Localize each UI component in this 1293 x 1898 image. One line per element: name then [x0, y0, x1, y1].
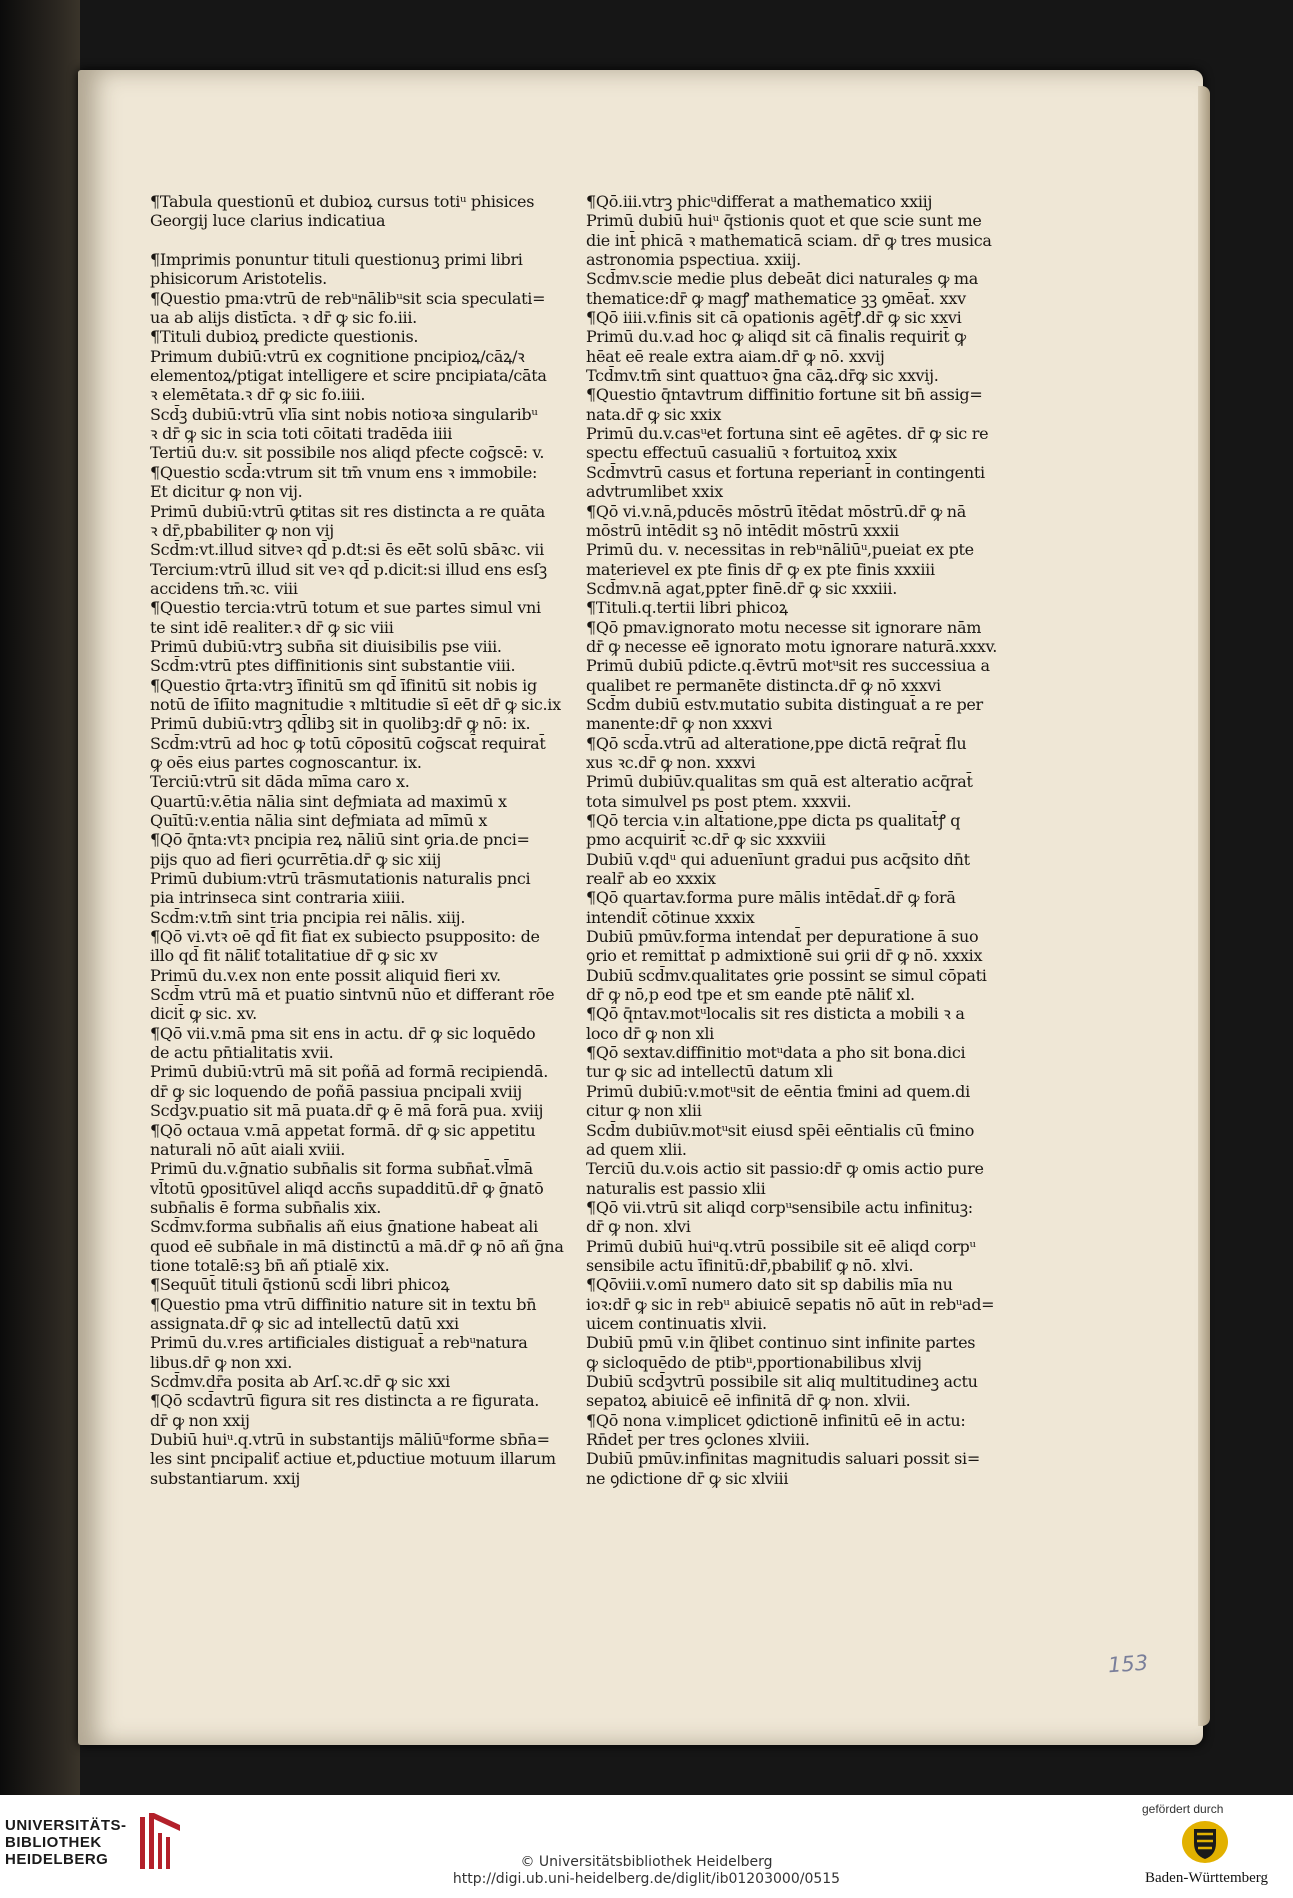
left-column-text-line: ¶Qō octaua v.mā appetat formā. dr̄ ꝙ sic appetitu: [150, 1120, 536, 1140]
sponsor-name[interactable]: Baden-Württemberg: [1145, 1870, 1269, 1886]
right-column-text-line: mōstrū intēdit sꝫ nō intēdit mōstrū xxxii: [586, 520, 899, 540]
left-column-text-line: Primū du.v.ex non ente possit aliquid fieri xv.: [150, 965, 501, 985]
baden-wuerttemberg-crest-icon[interactable]: [1180, 1819, 1230, 1865]
left-column-text-line: notū de īfīito magnitudie ꝛ mltitudie sī eēt dr̄ ꝙ sic.ix: [150, 694, 561, 714]
right-column-text-line: Dubiū pmūv.forma intendat̄ per depuratione ā suo: [586, 927, 979, 947]
left-column-text-line: Primum dubiū:vtrū ex cognitione pncipioꝝ/cāꝝ/ꝛ: [150, 346, 525, 366]
right-column-text-line: qualibet re permanēte distincta.dr̄ ꝙ nō xxxvi: [586, 675, 941, 695]
book-spine: [0, 0, 80, 1795]
right-column-text-line: dr̄ ꝙ necesse eē̄ ignorato motu ignorare naturā.xxxv.: [586, 636, 998, 656]
left-column-text-line: Quītū:v.entia nālia sint deƒmiata ad mīmū x: [150, 811, 488, 830]
page-edge: [1198, 86, 1210, 1726]
right-column-text-line: Primū du.v.casᵘet fortuna sint eē agētes. dr̄ ꝙ sic re: [586, 424, 989, 444]
left-column-text-line: Scd̄m:vtrū ptes diffinitionis sint substantie viii.: [150, 656, 516, 676]
right-column-text-line: Dubiū pmū v.in q̄libet continuo sint infinite partes: [586, 1333, 976, 1353]
right-column-text-line: Primū du. v. necessitas in rebᵘnāliūᵘ,pueiat ex pte: [586, 540, 974, 560]
left-column-text-line: Et dicitur ꝙ non vij.: [150, 482, 303, 502]
left-column-text-line: ꝛ elemētata.ꝛ dr̄ ꝙ sic fo.iiii.: [150, 385, 366, 405]
right-column-text-line: Rn̄det̄ per tres ꝯclones xlviii.: [586, 1430, 810, 1449]
right-column-text-line: tur ꝙ sic ad intellectū datum xli: [586, 1062, 833, 1082]
right-column-text-line: ¶Qō pmav.ignorato motu necesse sit ignorare nām: [586, 617, 982, 637]
right-column-text-line: sepatoꝝ abiuicē eē infinitā dr̄ ꝙ non. xlvii.: [586, 1391, 911, 1411]
left-column-text-line: de actu pn̄tialitatis xvii.: [150, 1043, 334, 1063]
right-column-text-line: spectu effectuū casualiū ꝛ fortuitoꝝ xxix: [586, 443, 897, 463]
left-column-text-line: ¶Qō vi.vtꝛ oē qd̄ fit fiat ex subiecto psupposito: de: [150, 927, 540, 947]
right-column-text-line: citur ꝙ non xlii: [586, 1101, 702, 1121]
copyright-text: © Universitätsbibliothek Heidelberg: [520, 1854, 773, 1870]
right-column-text-line: ꝯrio et remittat̄ p admixtionē sui ꝯrii dr̄ ꝙ nō. xxxix: [586, 946, 983, 966]
left-column-text-line: Scd̄ꝫ dubiū:vtrū vlīa sint nobis notioꝛa singularibᵘ: [150, 404, 538, 424]
right-column-text-line: Primū dubiū huiᵘ q̄stionis quot et que scie sunt me: [586, 211, 982, 231]
right-column-text-line: Terciū du.v.ois actio sit passio:dr̄ ꝙ omis actio pure: [586, 1159, 984, 1179]
right-column-text-line: Primū du.v.ad hoc ꝙ aliqd sit cā finalis requirit̄ ꝙ: [586, 327, 966, 347]
right-column-text-line: pmo acquirit̄ ꝛc.dr̄ ꝙ sic xxxviii: [586, 830, 826, 850]
right-column-text-line: ¶Qō.iii.vtrꝫ phicᵘdifferat a mathematico xxiij: [586, 192, 933, 211]
left-column-text-line: Scd̄m:vtrū ad hoc ꝙ totū cōpositū coḡscat̄ requirat̄: [150, 733, 546, 753]
left-column-text-line: quod eē subn̄ale in mā distinctū a mā.dr̄ ꝙ nō añ ḡna: [150, 1236, 564, 1256]
right-column-text-line: dr̄ ꝙ nō,p eod tpe et sm eande ptē nāliƭ xl.: [586, 985, 915, 1005]
left-column-text-line: phisicorum Aristotelis.: [150, 269, 327, 289]
left-column-text-line: Scd̄ꝫv.puatio sit mā puata.dr̄ ꝙ ē mā forā pua. xviij: [150, 1101, 544, 1121]
right-column-text-line: hēat eē reale extra aiam.dr̄ ꝙ nō. xxvij: [586, 346, 885, 366]
left-column-text-line: Primū dubiū:vtrū mā sit poñā ad formā recipiendā.: [150, 1062, 549, 1082]
right-column-text-line: Dubiū scd̄mv.qualitates ꝯrie possint se simul cōpati: [586, 965, 987, 985]
left-column-text-line: Tercium:vtrū illud sit veꝛ qd̄ p.dicit:si illud ens esſꝫ: [150, 559, 547, 579]
right-column-text-line: sensibile actu īfinitū:dr̄,pbabiliƭ ꝙ nō. xlvi.: [586, 1255, 914, 1275]
left-column-text-line: ¶Tabula questionū et dubioꝝ cursus totiᵘ phisices: [150, 192, 535, 211]
left-column-text-line: Terciū:vtrū sit dāda mīma caro x.: [150, 772, 410, 792]
right-text-column: [586, 192, 1018, 1488]
right-column-text-line: Primū dubiūv.qualitas sm quā est alteratio acq̄rat̄: [586, 772, 973, 792]
left-column-text-line: te sint idē realiter.ꝛ dr̄ ꝙ sic viii: [150, 617, 394, 637]
left-column-text-line: Scd̄m:vt.illud sitveꝛ qd̄ p.dt:si ēs eē̄t solū sbāꝛc. vii: [150, 540, 544, 560]
right-column-text-line: Scd̄mvtrū casus et fortuna reperiant̄ in contingenti: [586, 462, 985, 482]
left-column-text-line: ¶Sequūt̄ tituli q̄stionū scd̄i libri phicoꝝ: [150, 1275, 450, 1295]
right-column-text-line: Tcd̄mv.tm̄ sint quattuoꝛ ḡna cāꝝ.dr̄ꝙ sic xxvij.: [586, 366, 939, 386]
right-column-text-line: ¶Qō nona v.implicet ꝯdictionē infinitū eē in actu:: [586, 1410, 966, 1430]
left-column-text-line: vl̄totū ꝯpositūvel aliqd accn̄s supadditū.dr̄ ꝙ ḡnatō: [150, 1178, 544, 1198]
right-column-text-line: Scd̄mv.scie medie plus debeāt dici naturales ꝙ ma: [586, 269, 978, 289]
folio-number: 153: [1107, 1650, 1149, 1678]
left-column-text-line: elementoꝝ/ptigat intelligere et scire pncipiata/cāta: [150, 366, 547, 386]
left-column-text-line: ua ab alijs distīcta. ꝛ dr̄ ꝙ sic fo.iii.: [150, 308, 417, 328]
right-column-text-line: uicem continuatis xlvii.: [586, 1313, 767, 1333]
right-column-text-line: astronomia pspectiua. xxiij.: [586, 250, 801, 270]
left-column-text-line: ¶Questio tercia:vtrū totum et sue partes simul vni: [150, 598, 541, 618]
left-column-text-line: ¶Qō scd̄avtrū figura sit res distincta a re figurata.: [150, 1391, 540, 1411]
left-column-text-line: ꝙ oēs eius partes cognoscantur. ix.: [150, 752, 422, 772]
left-column-text-line: Georgij luce clarius indicatiua: [150, 211, 386, 231]
right-column-text-line: intendit̄ cōtinue xxxix: [586, 907, 755, 927]
permalink-url[interactable]: http://digi.ub.uni-heidelberg.de/diglit/ib01203000/0515: [452, 1871, 841, 1887]
left-column-text-line: ¶Questio q̄rta:vtrꝫ īfinitū sm qd̄ īfinitū sit nobis ig: [150, 675, 537, 695]
left-column-text-line: Scd̄mv.forma subn̄alis añ eius ḡnatione habeat ali: [150, 1217, 538, 1237]
left-text-column: [150, 192, 564, 1488]
left-column-text-line: Scd̄m vtrū mā et puatio sintvnū nūo et differant rōe: [150, 985, 555, 1005]
right-column-text-line: Scd̄m dubiū estv.mutatio subita distinguat̄ a re per: [586, 694, 983, 714]
left-column-text-line: [150, 231, 564, 250]
right-column-text-line: ioꝛ:dr̄ ꝙ sic in rebᵘ abiuicē sepatis nō aūt in rebᵘad=: [586, 1294, 995, 1314]
right-column-text-line: loco dr̄ ꝙ non xli: [586, 1023, 714, 1043]
left-column-text-line: ¶Questio pma:vtrū de rebᵘnālibᵘsit scia speculati=: [150, 288, 546, 308]
right-column-text-line: tota simulvel ps post ptem. xxxvii.: [586, 791, 852, 811]
left-column-text-line: Primū dubiū:vtrꝫ subn̄a sit diuisibilis pse viii.: [150, 636, 502, 656]
right-column-text-line: Primū dubiū:v.motᵘsit de eēntia ƭmini ad quem.di: [586, 1081, 970, 1101]
right-column-text-line: dr̄ ꝙ non. xlvi: [586, 1217, 691, 1237]
left-column-text-line: Primū du.v.ḡnatio subn̄alis sit forma subn̄at̄.vl̄mā: [150, 1159, 533, 1179]
left-column-text-line: pia intrinseca sint contraria xiiii.: [150, 888, 406, 908]
left-column-text-line: Tertiū du:v. sit possibile nos aliqd pfecte coḡscē: v.: [150, 443, 545, 463]
left-column-text-line: libus.dr̄ ꝙ non xxi.: [150, 1352, 293, 1372]
right-column-text-line: ¶Qōviii.v.omī numero dato sit sp dabilis mīa nu: [586, 1275, 953, 1295]
left-column-text-line: subn̄alis ē forma subn̄alis xix.: [150, 1197, 382, 1217]
library-name-line3: HEIDELBERG: [5, 1851, 109, 1868]
library-name-line2: BIBLIOTHEK: [5, 1834, 102, 1851]
right-column-text-line: ¶Qō scd̄a.vtrū ad alteratione,ppe dictā req̄rat̄ flu: [586, 733, 967, 753]
left-column-text-line: Quartū:v.ētia nālia sint deƒmiata ad maximū x: [150, 791, 507, 811]
sponsor-label: gefördert durch: [1142, 1802, 1224, 1816]
right-column-text-line: xus ꝛc.dr̄ ꝙ non. xxxvi: [586, 752, 756, 772]
left-column-text-line: tione totalē:sꝫ bn̄ añ ptialē xix.: [150, 1255, 390, 1275]
left-column-text-line: Dubiū huiᵘ.q.vtrū in substantijs māliūᵘforme sbn̄a=: [150, 1430, 550, 1449]
left-column-text-line: assignata.dr̄ ꝙ sic ad intellectū datū xxi: [150, 1313, 459, 1333]
right-column-text-line: advtrumlibet xxix: [586, 482, 723, 502]
left-column-text-line: illo qd̄ fit nāliƭ totalitatiue dr̄ ꝙ sic xv: [150, 946, 438, 966]
left-column-text-line: Primū dubium:vtrū trāsmutationis naturalis pnci: [150, 869, 531, 889]
right-column-text-line: Scd̄m dubiūv.motᵘsit eiusd spēi eēntialis cū ƭmino: [586, 1120, 975, 1140]
right-column-text-line: manente:dr̄ ꝙ non xxxvi: [586, 714, 773, 734]
left-column-text-line: pijs quo ad fieri ꝯcurrētia.dr̄ ꝙ sic xiij: [150, 849, 442, 869]
right-column-text-line: realr̄ ab eo xxxix: [586, 869, 716, 889]
left-column-text-line: les sint pncipaliƭ actiue et,pductiue motuum illarum: [150, 1449, 556, 1469]
left-column-text-line: ꝛ dr̄,pbabiliter ꝙ non vij: [150, 520, 334, 540]
right-column-text-line: ¶Qō vii.vtrū sit aliqd corpᵘsensibile actu infinituꝫ:: [586, 1197, 973, 1217]
right-column-text-line: Dubiū scd̄ꝫvtrū possibile sit aliq multitudineꝫ actu: [586, 1371, 978, 1391]
right-column-text-line: ¶Qō iiii.v.finis sit cā opationis agēt̄ꝭ.dr̄ ꝙ sic xxvi: [586, 308, 962, 328]
right-column-text-line: ¶Qō tercia v.in alt̄atione,ppe dicta ps qualitat̄ꝭ q: [586, 811, 961, 830]
left-column-text-line: Primū du.v.res artificiales distiguat̄ a rebᵘnatura: [150, 1333, 528, 1353]
left-column-text-line: Scd̄mv.dr̄a posita ab Arſ.ꝛc.dr̄ ꝙ sic xxi: [150, 1371, 450, 1391]
right-column-text-line: ne ꝯdictione dr̄ ꝙ sic xlviii: [586, 1468, 789, 1488]
left-column-text-line: ¶Imprimis ponuntur tituli questionuꝫ primi libri: [150, 250, 523, 270]
right-column-text-line: ¶Questio q̄ntavtrum diffinitio fortune sit bn̄ assig=: [586, 385, 983, 405]
left-column-text-line: dicit̄ ꝙ sic. xv.: [150, 1004, 257, 1024]
right-column-text-line: ꝙ sicloquēdo de ptibᵘ,pportionabilibus xlvij: [586, 1352, 922, 1372]
right-column-text-line: ad quem xlii.: [586, 1139, 687, 1159]
right-column-text-line: materievel ex pte finis dr̄ ꝙ ex pte finis xxxiii: [586, 559, 935, 579]
library-name-line1: UNIVERSITÄTS-: [5, 1817, 127, 1834]
left-column-text-line: ¶Tituli dubioꝝ predicte questionis.: [150, 327, 419, 347]
left-column-text-line: accidens tm̄.ꝛc. viii: [150, 578, 298, 598]
left-column-text-line: Scd̄m:v.tm̄ sint tria pncipia rei nālis. xiij.: [150, 907, 466, 927]
left-column-text-line: Primū dubiū:vtrꝫ qd̄libꝫ sit in quolibꝫ:dr̄ ꝙ nō: ix.: [150, 714, 531, 734]
right-column-text-line: nata.dr̄ ꝙ sic xxix: [586, 404, 722, 424]
right-column-text-line: thematice:dr̄ ꝙ magꝭ mathematice ꝫꝫ ꝯmēat̄. xxv: [586, 288, 966, 308]
right-column-text-line: ¶Qō quartav.forma pure mālis intēdat̄.dr̄ ꝙ forā: [586, 888, 956, 908]
right-column-text-line: ¶Qō sextav.diffinitio motᵘdata a pho sit bona.dici: [586, 1043, 966, 1063]
left-column-text-line: ¶Qō vii.v.mā pma sit ens in actu. dr̄ ꝙ sic loquēdo: [150, 1023, 536, 1043]
right-column-text-line: Scd̄mv.nā agat,ppter finē.dr̄ ꝙ sic xxxiii.: [586, 578, 898, 598]
left-column-text-line: ¶Qō q̄nta:vtꝛ pncipia reꝝ nāliū sint ꝯria.de pnci=: [150, 830, 530, 850]
left-column-text-line: ¶Questio scd̄a:vtrum sit tm̄ vnum ens ꝛ immobile:: [150, 462, 538, 482]
right-column-text-line: naturalis est passio xlii: [586, 1178, 766, 1198]
left-column-text-line: dr̄ ꝙ sic loquendo de poñā passiua pncipali xviij: [150, 1081, 522, 1101]
right-column-text-line: ¶Tituli.q.tertii libri phicoꝝ: [586, 598, 788, 618]
left-column-text-line: substantiarum. xxij: [150, 1468, 301, 1488]
left-column-text-line: dr̄ ꝙ non xxij: [150, 1410, 250, 1430]
right-column-text-line: ¶Qō vi.v.nā,pducēs mōstrū ītēdat mōstrū.dr̄ ꝙ nā: [586, 501, 967, 521]
left-column-text-line: ꝛ dr̄ ꝙ sic in scia toti cōitati tradēda iiii: [150, 424, 453, 444]
right-column-text-line: Dubiū v.qdᵘ qui aduenīunt gradui pus acq̄sito dn̄t: [586, 849, 970, 869]
right-column-text-line: die int̄ phicā ꝛ mathematicā sciam. dr̄ ꝙ tres musica: [586, 230, 992, 250]
copyright-block: [0, 1854, 1293, 1888]
left-column-text-line: naturali nō aūt aiali xviii.: [150, 1139, 346, 1159]
right-column-text-line: Primū dubiū huiᵘq.vtrū possibile sit eē aliqd corpᵘ: [586, 1236, 976, 1256]
left-column-text-line: Primū dubiū:vtrū ꝙtitas sit res distincta a re quāta: [150, 501, 546, 521]
right-column-text-line: Primū dubiū pdicte.q.ēvtrū motᵘsit res successiua a: [586, 656, 990, 676]
left-column-text-line: ¶Questio pma vtrū diffinitio nature sit in textu bn̄: [150, 1294, 537, 1314]
right-column-text-line: Dubiū pmūv.infinitas magnitudis saluari possit si=: [586, 1449, 980, 1469]
footer-bar: [0, 1795, 1293, 1898]
right-column-text-line: ¶Qō q̄ntav.motᵘlocalis sit res disticta a mobili ꝛ a: [586, 1004, 965, 1024]
